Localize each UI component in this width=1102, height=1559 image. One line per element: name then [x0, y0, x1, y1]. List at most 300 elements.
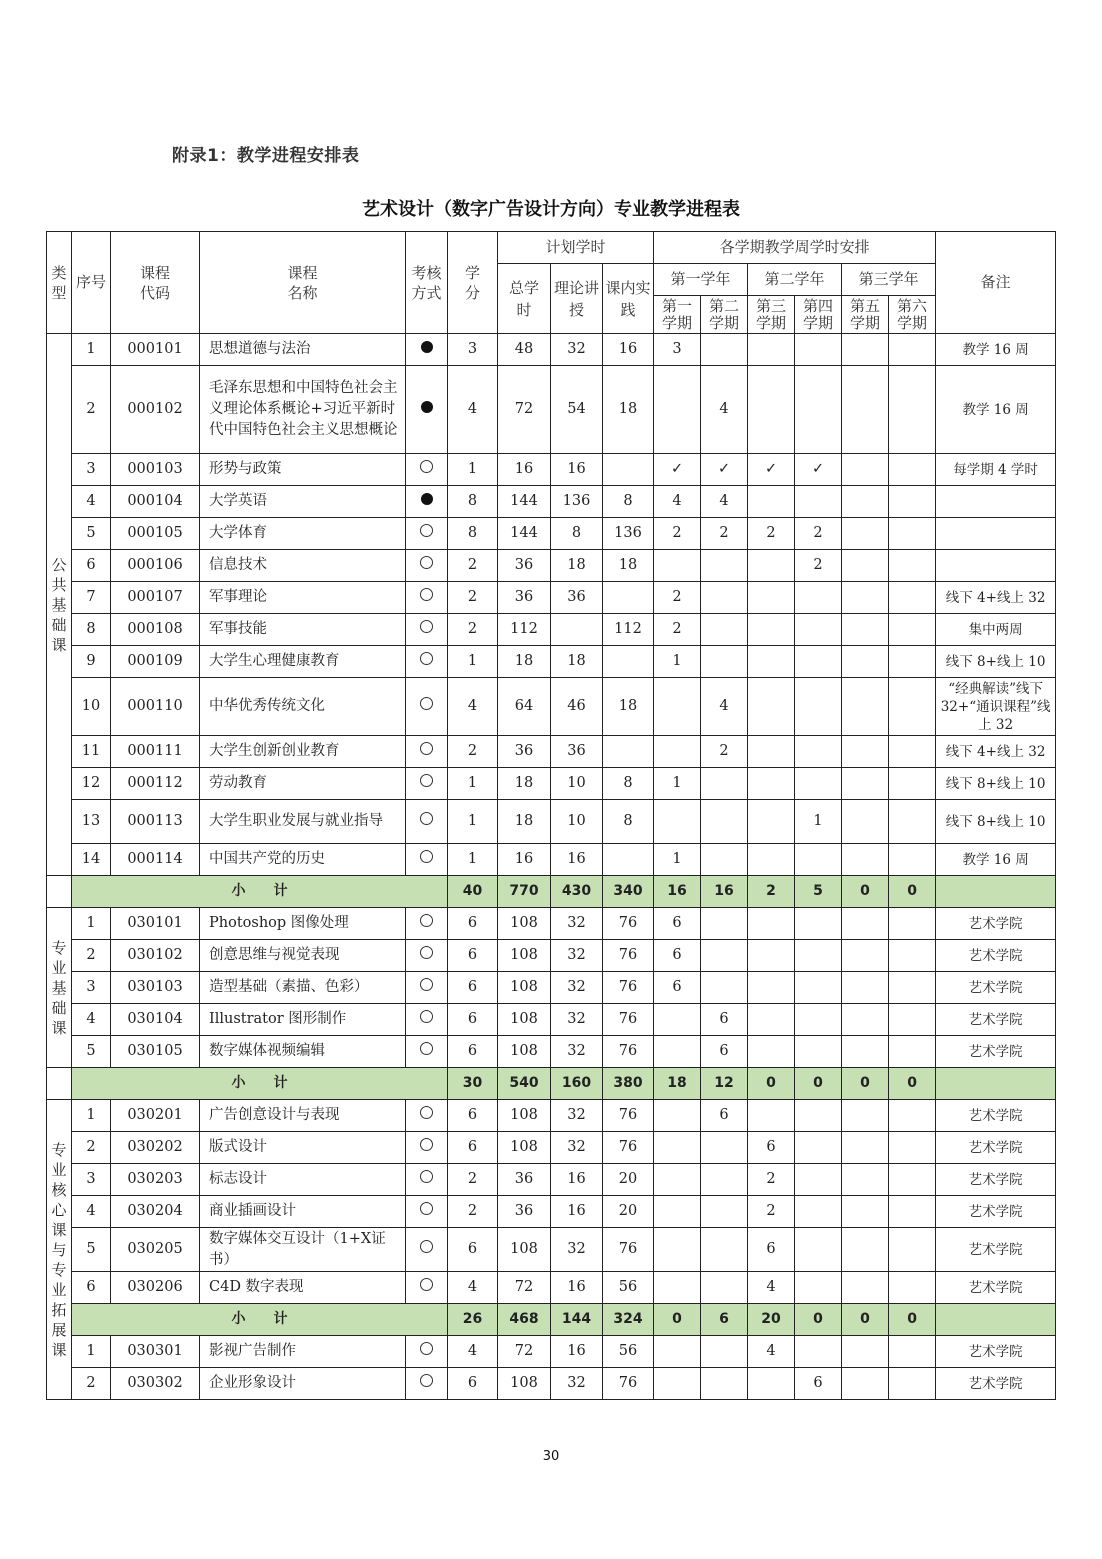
- remark-cell: “经典解读”线下 32+“通识课程”线上 32: [936, 678, 1056, 736]
- table-row: [47, 334, 1056, 366]
- semester-5-cell: [842, 844, 889, 876]
- total-hours-cell: 108: [498, 940, 551, 972]
- semester-1-cell: [654, 1164, 701, 1196]
- semester-1-cell: [654, 1132, 701, 1164]
- open-circle-icon: [420, 812, 433, 825]
- total-hours-cell: 108: [498, 972, 551, 1004]
- semester-4-cell: [795, 334, 842, 366]
- semester-4-cell: [795, 1004, 842, 1036]
- seq-cell: 2: [72, 1368, 111, 1400]
- table-row: [47, 1228, 1056, 1272]
- semester-1-cell: 1: [654, 768, 701, 800]
- header-sem1-label: 第一学期: [662, 296, 693, 332]
- assessment-cell: [406, 1036, 448, 1068]
- code-cell: 030105: [111, 1036, 200, 1068]
- theory-hours-cell: 16: [551, 1336, 603, 1368]
- semester-2-cell: [701, 908, 748, 940]
- course-name-cell: 标志设计: [200, 1164, 406, 1196]
- practice-hours-cell: 56: [603, 1336, 654, 1368]
- practice-hours-cell: 18: [603, 366, 654, 454]
- semester-2-cell: [701, 1164, 748, 1196]
- remark-cell: 艺术学院: [936, 1272, 1056, 1304]
- semester-3-cell: [748, 940, 795, 972]
- semester-3-cell: 2: [748, 518, 795, 550]
- header-sem1: [654, 296, 701, 334]
- semester-4-cell: [795, 1272, 842, 1304]
- subtotal-remark: [936, 1304, 1056, 1336]
- total-hours-cell: 108: [498, 908, 551, 940]
- semester-5-cell: [842, 518, 889, 550]
- header-total-hours-label: 总学时: [508, 278, 539, 319]
- course-name-cell: 大学体育: [200, 518, 406, 550]
- assessment-cell: [406, 366, 448, 454]
- course-name-cell: 大学生职业发展与就业指导: [200, 800, 406, 844]
- code-cell: 000108: [111, 614, 200, 646]
- theory-hours-cell: 18: [551, 646, 603, 678]
- remark-cell: 艺术学院: [936, 1196, 1056, 1228]
- remark-cell: 艺术学院: [936, 908, 1056, 940]
- seq-cell: 6: [72, 1272, 111, 1304]
- semester-2-cell: 2: [701, 518, 748, 550]
- credit-cell: 2: [448, 582, 498, 614]
- semester-6-cell: [889, 1336, 936, 1368]
- assessment-cell: [406, 518, 448, 550]
- total-hours-cell: 108: [498, 1036, 551, 1068]
- credit-cell: 1: [448, 646, 498, 678]
- practice-hours-cell: 136: [603, 518, 654, 550]
- open-circle-icon: [420, 1202, 433, 1215]
- header-year2: 第二学年: [748, 264, 842, 296]
- total-hours-cell: 64: [498, 678, 551, 736]
- practice-hours-cell: 8: [603, 768, 654, 800]
- semester-4-cell: 6: [795, 1368, 842, 1400]
- subtotal-semester-1: 0: [654, 1304, 701, 1336]
- header-type: 类型: [47, 232, 72, 334]
- semester-1-cell: 4: [654, 486, 701, 518]
- table-row: [47, 582, 1056, 614]
- semester-6-cell: [889, 334, 936, 366]
- open-circle-icon: [420, 652, 433, 665]
- code-cell: 000101: [111, 334, 200, 366]
- semester-2-cell: [701, 844, 748, 876]
- theory-hours-cell: 32: [551, 972, 603, 1004]
- semester-5-cell: [842, 1196, 889, 1228]
- semester-5-cell: [842, 678, 889, 736]
- semester-6-cell: [889, 582, 936, 614]
- total-hours-cell: 144: [498, 518, 551, 550]
- subtotal-total-hours: 468: [498, 1304, 551, 1336]
- assessment-cell: [406, 334, 448, 366]
- header-assessment: [406, 232, 448, 334]
- course-name-cell: 思想道德与法治: [200, 334, 406, 366]
- open-circle-icon: [420, 697, 433, 710]
- header-sem5-label: 第五学期: [850, 296, 881, 332]
- practice-hours-cell: 112: [603, 614, 654, 646]
- semester-2-cell: 6: [701, 1100, 748, 1132]
- code-cell: 030204: [111, 1196, 200, 1228]
- header-sem6-label: 第六学期: [897, 296, 928, 332]
- credit-cell: 6: [448, 1100, 498, 1132]
- open-circle-icon: [420, 850, 433, 863]
- credit-cell: 4: [448, 1336, 498, 1368]
- subtotal-theory: 430: [551, 876, 603, 908]
- header-sem3-label: 第三学期: [756, 296, 787, 332]
- semester-6-cell: [889, 1368, 936, 1400]
- subtotal-label: 小 计: [72, 1068, 448, 1100]
- semester-2-cell: 6: [701, 1004, 748, 1036]
- total-hours-cell: 36: [498, 736, 551, 768]
- course-name-cell: 商业插画设计: [200, 1196, 406, 1228]
- semester-4-cell: [795, 646, 842, 678]
- semester-5-cell: [842, 972, 889, 1004]
- credit-cell: 1: [448, 800, 498, 844]
- semester-6-cell: [889, 1228, 936, 1272]
- subtotal-semester-2: 6: [701, 1304, 748, 1336]
- semester-6-cell: [889, 908, 936, 940]
- seq-cell: 1: [72, 1100, 111, 1132]
- semester-2-cell: [701, 646, 748, 678]
- remark-cell: 艺术学院: [936, 1336, 1056, 1368]
- semester-4-cell: [795, 366, 842, 454]
- assessment-cell: [406, 550, 448, 582]
- seq-cell: 1: [72, 908, 111, 940]
- subtotal-semester-3: 20: [748, 1304, 795, 1336]
- header-name-label: 课程名称: [287, 263, 318, 302]
- credit-cell: 6: [448, 940, 498, 972]
- semester-2-cell: 2: [701, 736, 748, 768]
- course-name-cell: Photoshop 图像处理: [200, 908, 406, 940]
- assessment-cell: [406, 678, 448, 736]
- remark-cell: 集中两周: [936, 614, 1056, 646]
- practice-hours-cell: 16: [603, 334, 654, 366]
- semester-6-cell: [889, 678, 936, 736]
- code-cell: 000107: [111, 582, 200, 614]
- semester-1-cell: [654, 800, 701, 844]
- semester-3-cell: [748, 678, 795, 736]
- code-cell: 000106: [111, 550, 200, 582]
- practice-hours-cell: 76: [603, 1036, 654, 1068]
- semester-6-cell: [889, 1196, 936, 1228]
- semester-4-cell: [795, 844, 842, 876]
- open-circle-icon: [420, 620, 433, 633]
- semester-3-cell: [748, 334, 795, 366]
- semester-3-cell: [748, 844, 795, 876]
- semester-6-cell: [889, 486, 936, 518]
- practice-hours-cell: 18: [603, 550, 654, 582]
- header-sem3: [748, 296, 795, 334]
- credit-cell: 2: [448, 736, 498, 768]
- credit-cell: 6: [448, 1228, 498, 1272]
- semester-5-cell: [842, 1228, 889, 1272]
- open-circle-icon: [420, 1374, 433, 1387]
- credit-cell: 8: [448, 486, 498, 518]
- assessment-cell: [406, 1004, 448, 1036]
- subtotal-label: 小 计: [72, 876, 448, 908]
- semester-6-cell: [889, 1164, 936, 1196]
- semester-3-cell: [748, 1004, 795, 1036]
- subtotal-total-hours: 770: [498, 876, 551, 908]
- total-hours-cell: 36: [498, 550, 551, 582]
- course-name-cell: 广告创意设计与表现: [200, 1100, 406, 1132]
- semester-6-cell: [889, 736, 936, 768]
- theory-hours-cell: 32: [551, 908, 603, 940]
- practice-hours-cell: 76: [603, 1132, 654, 1164]
- semester-3-cell: [748, 1100, 795, 1132]
- total-hours-cell: 72: [498, 1336, 551, 1368]
- semester-2-cell: [701, 614, 748, 646]
- semester-4-cell: [795, 486, 842, 518]
- subtotal-semester-6: 0: [889, 876, 936, 908]
- code-cell: 030301: [111, 1336, 200, 1368]
- theory-hours-cell: 18: [551, 550, 603, 582]
- table-row: [47, 366, 1056, 454]
- code-cell: 000112: [111, 768, 200, 800]
- open-circle-icon: [420, 524, 433, 537]
- semester-1-cell: [654, 1004, 701, 1036]
- semester-5-cell: [842, 646, 889, 678]
- open-circle-icon: [420, 1138, 433, 1151]
- course-name-cell: 军事理论: [200, 582, 406, 614]
- semester-3-cell: 4: [748, 1272, 795, 1304]
- course-name-cell: C4D 数字表现: [200, 1272, 406, 1304]
- table-row: [47, 844, 1056, 876]
- open-circle-icon: [420, 1240, 433, 1253]
- semester-1-cell: 2: [654, 582, 701, 614]
- credit-cell: 4: [448, 678, 498, 736]
- semester-1-cell: 1: [654, 844, 701, 876]
- semester-2-cell: [701, 334, 748, 366]
- theory-hours-cell: 16: [551, 1196, 603, 1228]
- code-cell: 000102: [111, 366, 200, 454]
- semester-3-cell: [748, 736, 795, 768]
- subtotal-semester-3: 2: [748, 876, 795, 908]
- semester-4-cell: 2: [795, 518, 842, 550]
- semester-6-cell: [889, 972, 936, 1004]
- remark-cell: [936, 486, 1056, 518]
- assessment-cell: [406, 1368, 448, 1400]
- semester-2-cell: [701, 940, 748, 972]
- course-name-cell: 中华优秀传统文化: [200, 678, 406, 736]
- remark-cell: 艺术学院: [936, 940, 1056, 972]
- credit-cell: 2: [448, 1164, 498, 1196]
- subtotal-theory: 160: [551, 1068, 603, 1100]
- semester-4-cell: [795, 972, 842, 1004]
- semester-4-cell: [795, 940, 842, 972]
- credit-cell: 4: [448, 1272, 498, 1304]
- semester-6-cell: [889, 800, 936, 844]
- semester-6-cell: [889, 646, 936, 678]
- theory-hours-cell: 36: [551, 582, 603, 614]
- assessment-cell: [406, 736, 448, 768]
- theory-hours-cell: 10: [551, 800, 603, 844]
- theory-hours-cell: 136: [551, 486, 603, 518]
- semester-5-cell: [842, 614, 889, 646]
- header-sem4: [795, 296, 842, 334]
- seq-cell: 6: [72, 550, 111, 582]
- course-name-cell: 大学生心理健康教育: [200, 646, 406, 678]
- subtotal-remark: [936, 876, 1056, 908]
- table-row: [47, 1336, 1056, 1368]
- open-circle-icon: [420, 978, 433, 991]
- semester-4-cell: [795, 614, 842, 646]
- semester-5-cell: [842, 1164, 889, 1196]
- semester-1-cell: 2: [654, 518, 701, 550]
- course-name-cell: 大学英语: [200, 486, 406, 518]
- practice-hours-cell: 76: [603, 1368, 654, 1400]
- table-row: [47, 678, 1056, 736]
- subtotal-semester-4: 0: [795, 1068, 842, 1100]
- header-sem6: [889, 296, 936, 334]
- open-circle-icon: [420, 1342, 433, 1355]
- theory-hours-cell: 16: [551, 844, 603, 876]
- semester-4-cell: 1: [795, 800, 842, 844]
- practice-hours-cell: 76: [603, 908, 654, 940]
- header-year1: 第一学年: [654, 264, 748, 296]
- seq-cell: 7: [72, 582, 111, 614]
- course-name-cell: 信息技术: [200, 550, 406, 582]
- practice-hours-cell: 76: [603, 972, 654, 1004]
- table-row: [47, 614, 1056, 646]
- semester-1-cell: [654, 550, 701, 582]
- assessment-cell: [406, 454, 448, 486]
- remark-cell: 线下 8+线上 10: [936, 800, 1056, 844]
- practice-hours-cell: [603, 454, 654, 486]
- seq-cell: 8: [72, 614, 111, 646]
- practice-hours-cell: 76: [603, 1100, 654, 1132]
- category-cell-blank: [47, 876, 72, 908]
- total-hours-cell: 48: [498, 334, 551, 366]
- semester-4-cell: [795, 1196, 842, 1228]
- semester-4-cell: [795, 678, 842, 736]
- credit-cell: 1: [448, 844, 498, 876]
- category-cell: [47, 1100, 72, 1400]
- table-row: [47, 908, 1056, 940]
- total-hours-cell: 72: [498, 366, 551, 454]
- table-row: [47, 1164, 1056, 1196]
- header-theory: [551, 264, 603, 334]
- semester-5-cell: [842, 486, 889, 518]
- assessment-cell: [406, 1228, 448, 1272]
- subtotal-row: [47, 876, 1056, 908]
- credit-cell: 4: [448, 366, 498, 454]
- open-circle-icon: [420, 1106, 433, 1119]
- total-hours-cell: 72: [498, 1272, 551, 1304]
- semester-6-cell: [889, 1272, 936, 1304]
- table-row: [47, 550, 1056, 582]
- appendix-heading: 附录1：教学进程安排表: [172, 146, 360, 166]
- semester-3-cell: [748, 366, 795, 454]
- semester-1-cell: [654, 1272, 701, 1304]
- course-name-cell: 企业形象设计: [200, 1368, 406, 1400]
- subtotal-theory: 144: [551, 1304, 603, 1336]
- subtotal-credit: 26: [448, 1304, 498, 1336]
- theory-hours-cell: 32: [551, 1100, 603, 1132]
- credit-cell: 2: [448, 614, 498, 646]
- course-name-cell: 数字媒体视频编辑: [200, 1036, 406, 1068]
- header-year3: 第三学年: [842, 264, 936, 296]
- assessment-cell: [406, 614, 448, 646]
- semester-4-cell: [795, 582, 842, 614]
- table-row: [47, 454, 1056, 486]
- category-label: 专业基础课: [51, 938, 67, 1037]
- remark-cell: [936, 518, 1056, 550]
- open-circle-icon: [420, 588, 433, 601]
- semester-6-cell: [889, 844, 936, 876]
- semester-6-cell: [889, 518, 936, 550]
- assessment-cell: [406, 940, 448, 972]
- semester-1-cell: [654, 1100, 701, 1132]
- subtotal-semester-5: 0: [842, 1304, 889, 1336]
- semester-2-cell: [701, 972, 748, 1004]
- semester-4-cell: [795, 1336, 842, 1368]
- assessment-cell: [406, 1196, 448, 1228]
- seq-cell: 4: [72, 1004, 111, 1036]
- semester-1-cell: 2: [654, 614, 701, 646]
- table-row: [47, 646, 1056, 678]
- theory-hours-cell: 10: [551, 768, 603, 800]
- seq-cell: 4: [72, 486, 111, 518]
- header-sem2: [701, 296, 748, 334]
- table-row: [47, 1368, 1056, 1400]
- credit-cell: 6: [448, 972, 498, 1004]
- assessment-cell: [406, 1132, 448, 1164]
- open-circle-icon: [420, 1042, 433, 1055]
- practice-hours-cell: 56: [603, 1272, 654, 1304]
- open-circle-icon: [420, 914, 433, 927]
- semester-3-cell: 4: [748, 1336, 795, 1368]
- total-hours-cell: 18: [498, 646, 551, 678]
- subtotal-semester-1: 18: [654, 1068, 701, 1100]
- header-weekly: 各学期教学周学时安排: [654, 232, 936, 264]
- theory-hours-cell: 16: [551, 1272, 603, 1304]
- semester-2-cell: [701, 582, 748, 614]
- semester-3-cell: [748, 800, 795, 844]
- subtotal-semester-5: 0: [842, 876, 889, 908]
- course-name-cell: 造型基础（素描、色彩）: [200, 972, 406, 1004]
- subtotal-semester-3: 0: [748, 1068, 795, 1100]
- semester-2-cell: [701, 800, 748, 844]
- assessment-cell: [406, 1100, 448, 1132]
- semester-2-cell: [701, 1368, 748, 1400]
- practice-hours-cell: 18: [603, 678, 654, 736]
- table-row: [47, 1272, 1056, 1304]
- semester-3-cell: [748, 768, 795, 800]
- course-name-cell: 大学生创新创业教育: [200, 736, 406, 768]
- header-credit: [448, 232, 498, 334]
- header-sem2-label: 第二学期: [709, 296, 740, 332]
- assessment-cell: [406, 908, 448, 940]
- subtotal-remark: [936, 1068, 1056, 1100]
- remark-cell: 线下 8+线上 10: [936, 646, 1056, 678]
- code-cell: 030101: [111, 908, 200, 940]
- theory-hours-cell: 46: [551, 678, 603, 736]
- assessment-cell: [406, 486, 448, 518]
- semester-3-cell: [748, 550, 795, 582]
- semester-4-cell: [795, 1132, 842, 1164]
- table-row: [47, 1004, 1056, 1036]
- semester-1-cell: [654, 1036, 701, 1068]
- credit-cell: 1: [448, 768, 498, 800]
- category-label: 公共基础课: [51, 555, 67, 654]
- semester-5-cell: [842, 582, 889, 614]
- credit-cell: 6: [448, 908, 498, 940]
- table-title: 艺术设计（数字广告设计方向）专业教学进程表: [362, 199, 740, 220]
- semester-1-cell: [654, 1228, 701, 1272]
- course-name-cell: 军事技能: [200, 614, 406, 646]
- semester-6-cell: [889, 366, 936, 454]
- table-row: [47, 1036, 1056, 1068]
- semester-3-cell: [748, 486, 795, 518]
